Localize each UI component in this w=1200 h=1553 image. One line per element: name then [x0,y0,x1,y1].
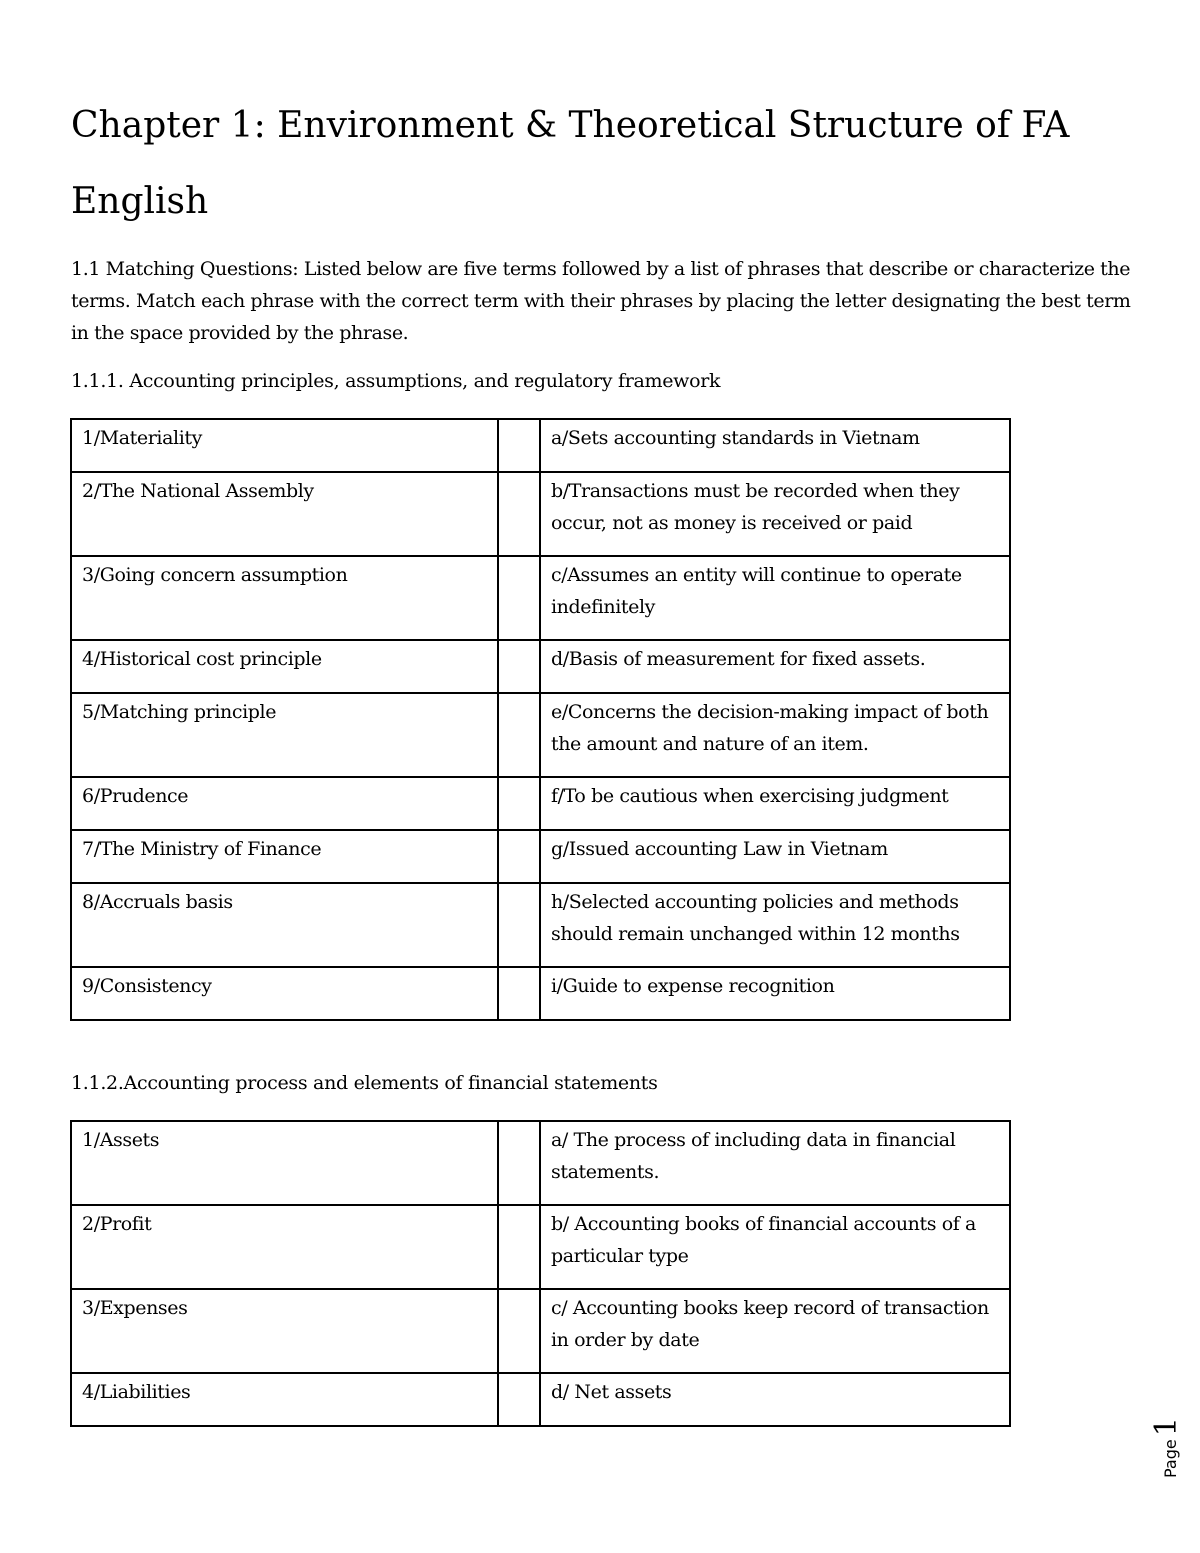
phrase-cell: d/ Net assets [540,1373,1010,1426]
phrase-cell: b/Transactions must be recorded when they occur, not as money is received or paid [540,472,1010,556]
page-number-value: 1 [1149,1417,1184,1437]
phrase-cell: e/Concerns the decision-making impact of both the amount and nature of an item. [540,693,1010,777]
table-row [71,1205,1010,1289]
term-cell: 8/Accruals basis [71,883,498,967]
term-cell: 3/Expenses [71,1289,498,1373]
answer-blank[interactable] [498,1289,540,1373]
term-cell: 5/Matching principle [71,693,498,777]
answer-blank[interactable] [498,777,540,830]
phrase-cell: a/ The process of including data in financial statements. [540,1121,1010,1205]
term-cell: 1/Materiality [71,419,498,472]
section-heading-process: 1.1.2.Accounting process and elements of financial statements [71,1072,658,1094]
phrase-cell: f/To be cautious when exercising judgment [540,777,1010,830]
answer-blank[interactable] [498,556,540,640]
phrase-cell: i/Guide to expense recognition [540,967,1010,1020]
answer-blank[interactable] [498,883,540,967]
table-row [71,556,1010,640]
table-row [71,967,1010,1020]
page-label: Page [1161,1439,1180,1478]
term-cell: 1/Assets [71,1121,498,1205]
phrase-cell: d/Basis of measurement for fixed assets. [540,640,1010,693]
term-cell: 7/The Ministry of Finance [71,830,498,883]
term-cell: 4/Historical cost principle [71,640,498,693]
phrase-cell: g/Issued accounting Law in Vietnam [540,830,1010,883]
document-title: Chapter 1: Environment & Theoretical Structure of FA [71,105,1070,146]
intro-paragraph: 1.1 Matching Questions: Listed below are five terms followed by a list of phrases that describe or characterize the terms. Match each phrase with the correct term with their phrases by placing the letter designating the best term in the space provided by the phrase. [71,258,1131,344]
phrase-cell: b/ Accounting books of financial accounts of a particular type [540,1205,1010,1289]
term-cell: 4/Liabilities [71,1373,498,1426]
answer-blank[interactable] [498,1205,540,1289]
answer-blank[interactable] [498,640,540,693]
answer-blank[interactable] [498,1373,540,1426]
table-row [71,1373,1010,1426]
table-row [71,777,1010,830]
answer-blank[interactable] [498,419,540,472]
term-cell: 9/Consistency [71,967,498,1020]
table-row [71,1121,1010,1205]
table-row [71,1289,1010,1373]
term-cell: 3/Going concern assumption [71,556,498,640]
term-cell: 6/Prudence [71,777,498,830]
term-cell: 2/Profit [71,1205,498,1289]
document-subtitle: English [71,181,209,222]
table-row [71,883,1010,967]
page-number [1148,1410,1188,1480]
table-row [71,472,1010,556]
answer-blank[interactable] [498,472,540,556]
table-row [71,830,1010,883]
phrase-cell: c/Assumes an entity will continue to operate indefinitely [540,556,1010,640]
phrase-cell: c/ Accounting books keep record of transaction in order by date [540,1289,1010,1373]
answer-blank[interactable] [498,693,540,777]
answer-blank[interactable] [498,967,540,1020]
table-row [71,693,1010,777]
table-row [71,419,1010,472]
section-heading-principles: 1.1.1. Accounting principles, assumptions, and regulatory framework [71,370,721,392]
term-cell: 2/The National Assembly [71,472,498,556]
phrase-cell: h/Selected accounting policies and methods should remain unchanged within 12 months [540,883,1010,967]
answer-blank[interactable] [498,1121,540,1205]
matching-table-principles [70,418,1011,1021]
matching-table-process [70,1120,1011,1427]
table-row [71,640,1010,693]
answer-blank[interactable] [498,830,540,883]
phrase-cell: a/Sets accounting standards in Vietnam [540,419,1010,472]
